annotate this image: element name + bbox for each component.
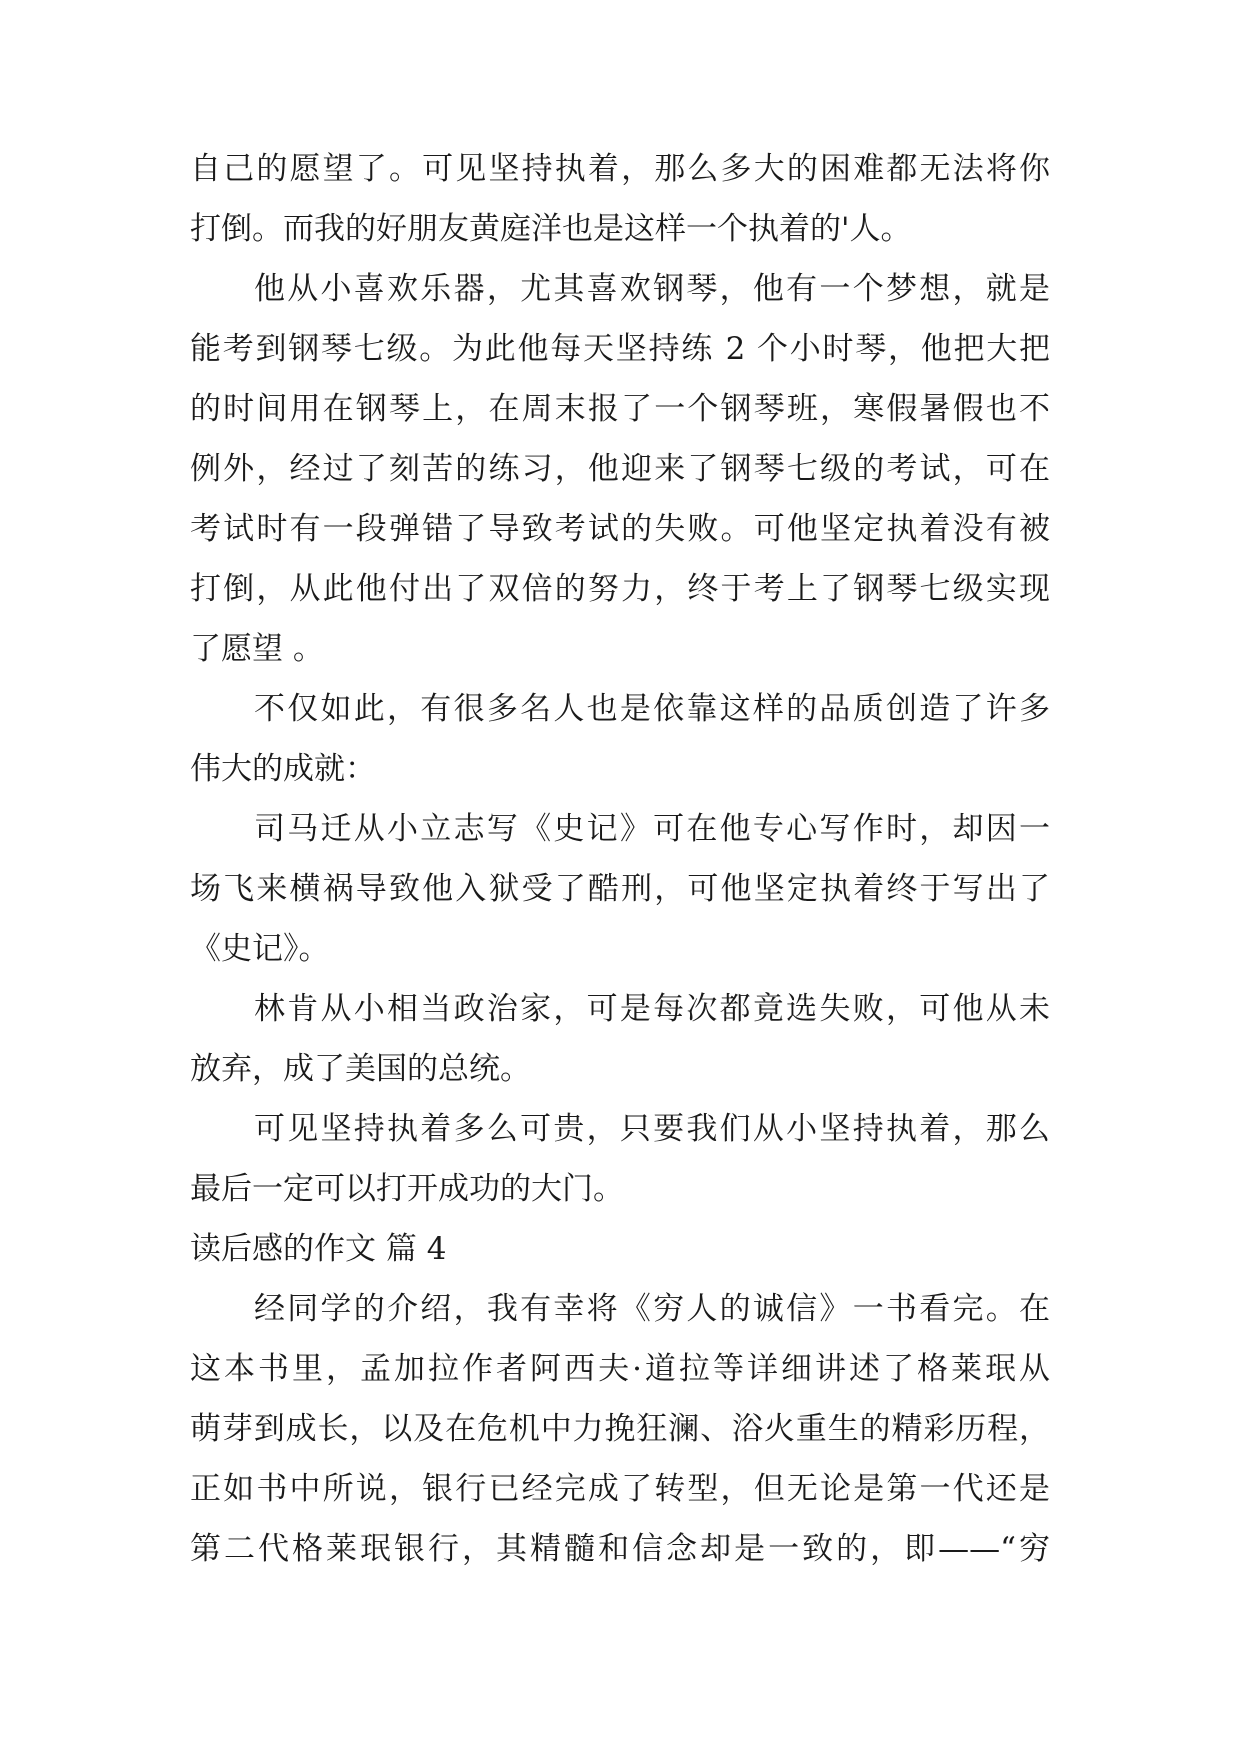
text-line: 他从小喜欢乐器，尤其喜欢钢琴，他有一个梦想，就是 — [254, 271, 1050, 307]
text-line: 不仅如此，有很多名人也是依靠这样的品质创造了许多 — [254, 691, 1050, 727]
text-line: 这本书里，孟加拉作者阿西夫·道拉等详细讲述了格莱珉从 — [190, 1351, 1050, 1387]
text-line: 能考到钢琴七级。为此他每天坚持练 2 个小时琴，他把大把 — [190, 331, 1050, 367]
text-line: 了愿望 。 — [190, 631, 324, 667]
text-line: 打倒，从此他付出了双倍的努力，终于考上了钢琴七级实现 — [190, 571, 1050, 607]
text-line: 萌芽到成长，以及在危机中力挽狂澜、浴火重生的精彩历程， — [190, 1411, 1050, 1447]
text-line: 打倒。而我的好朋友黄庭洋也是这样一个执着的'人。 — [190, 211, 912, 247]
text-line: 林肯从小相当政治家，可是每次都竟选失败，可他从未 — [254, 991, 1050, 1027]
text-line: 的时间用在钢琴上，在周末报了一个钢琴班，寒假暑假也不 — [190, 391, 1050, 427]
text-line: 经同学的介绍，我有幸将《穷人的诚信》一书看完。在 — [254, 1291, 1050, 1327]
text-line: 最后一定可以打开成功的大门。 — [190, 1171, 624, 1207]
text-line: 场飞来横祸导致他入狱受了酷刑，可他坚定执着终于写出了 — [190, 871, 1050, 907]
text-line: 《史记》。 — [190, 931, 330, 967]
text-line: 可见坚持执着多么可贵，只要我们从小坚持执着，那么 — [254, 1111, 1050, 1147]
text-line: 第二代格莱珉银行，其精髓和信念却是一致的，即——“穷 — [190, 1531, 1050, 1567]
text-line: 考试时有一段弹错了导致考试的失败。可他坚定执着没有被 — [190, 511, 1050, 547]
text-line: 司马迁从小立志写《史记》可在他专心写作时，却因一 — [254, 811, 1050, 847]
section-heading: 读后感的作文 篇 4 — [190, 1231, 447, 1267]
text-line: 正如书中所说，银行已经完成了转型，但无论是第一代还是 — [190, 1471, 1050, 1507]
text-line: 放弃，成了美国的总统。 — [190, 1051, 531, 1087]
text-line: 例外，经过了刻苦的练习，他迎来了钢琴七级的考试，可在 — [190, 451, 1050, 487]
text-line: 自己的愿望了。可见坚持执着，那么多大的困难都无法将你 — [190, 151, 1050, 187]
text-line: 伟大的成就： — [190, 751, 376, 787]
